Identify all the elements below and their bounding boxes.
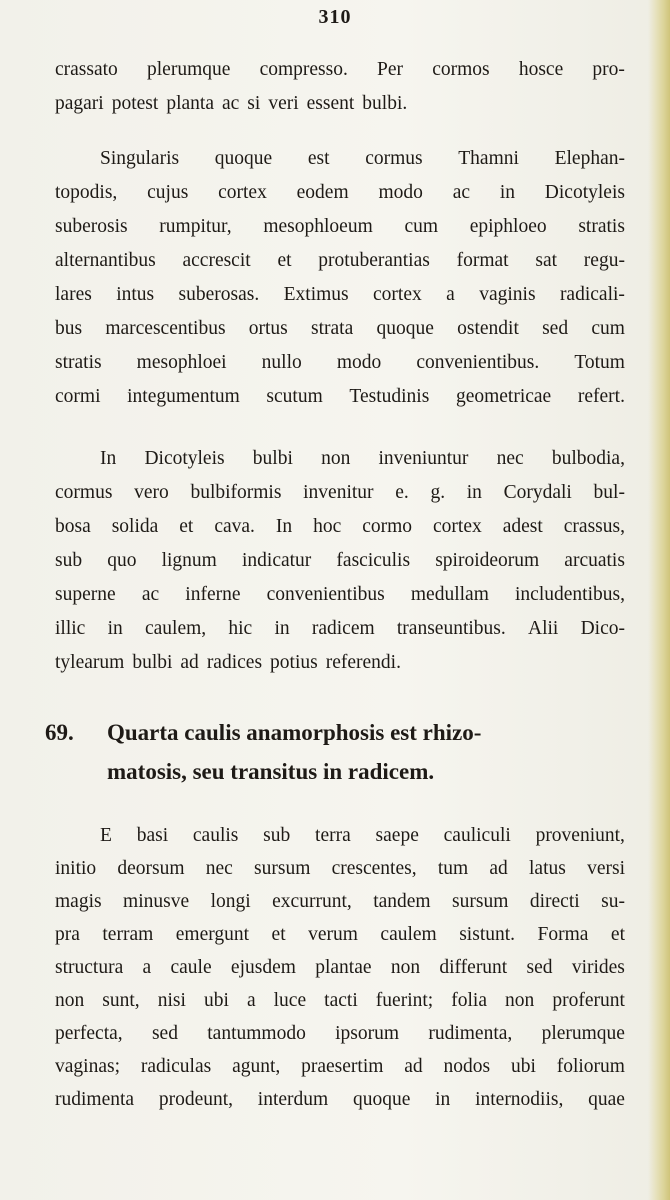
text-line: non sunt, nisi ubi a luce tacti fuerint; folia non proferunt [55,990,625,1011]
text-line: topodis, cujus cortex eodem modo ac in Dicotyleis [55,182,625,203]
text-line: pra terram emergunt et verum caulem sistunt. Forma et [55,924,625,945]
text-line: pagari potest planta ac si veri essent bulbi. [55,93,408,114]
section-number: 69. [45,720,74,745]
text-line: superne ac inferne convenientibus medullam includentibus, [55,584,625,605]
text-line: alternantibus accrescit et protuberantias format sat regu- [55,250,625,271]
text-line: illic in caulem, hic in radicem transeuntibus. Alii Dico- [55,618,625,639]
text-line: suberosis rumpitur, mesophloeum cum epiphloeo stratis [55,216,625,237]
text-line: bus marcescentibus ortus strata quoque ostendit sed cum [55,318,625,339]
text-line: Singularis quoque est cormus Thamni Elephan- [100,148,625,169]
text-line: structura a caule ejusdem plantae non differunt sed virides [55,957,625,978]
text-line: crassato plerumque compresso. Per cormos hosce pro- [55,59,625,80]
page-number: 310 [318,6,352,28]
text-line: In Dicotyleis bulbi non inveniuntur nec bulbodia, [100,448,625,469]
text-line: magis minusve longi excurrunt, tandem sursum directi su- [55,891,625,912]
text-line: cormi integumentum scutum Testudinis geometricae refert. [55,386,625,407]
text-line: E basi caulis sub terra saepe cauliculi proveniunt, [100,825,625,846]
section-heading-line-2-row [107,757,625,787]
section-heading-line-1: Quarta caulis anamorphosis est rhizo- [107,720,482,745]
section-heading-line-2: matosis, seu transitus in radicem. [107,759,435,784]
text-line: cormus vero bulbiformis invenitur e. g. in Corydali bul- [55,482,625,503]
page-edge [648,0,670,1200]
text-line: perfecta, sed tantummodo ipsorum rudimenta, plerumque [55,1023,625,1044]
text-line: bosa solida et cava. In hoc cormo cortex adest crassus, [55,516,625,537]
text-line: tylearum bulbi ad radices potius referendi. [55,652,401,673]
section-heading [45,718,625,748]
text-line: lares intus suberosas. Extimus cortex a vaginis radicali- [55,284,625,305]
text-line: vaginas; radiculas agunt, praesertim ad nodos ubi foliorum [55,1056,625,1077]
text-line: sub quo lignum indicatur fasciculis spiroideorum arcuatis [55,550,625,571]
text-line: initio deorsum nec sursum crescentes, tum ad latus versi [55,858,625,879]
text-line: rudimenta prodeunt, interdum quoque in internodiis, quae [55,1089,625,1110]
text-line: stratis mesophloei nullo modo convenientibus. Totum [55,352,625,373]
